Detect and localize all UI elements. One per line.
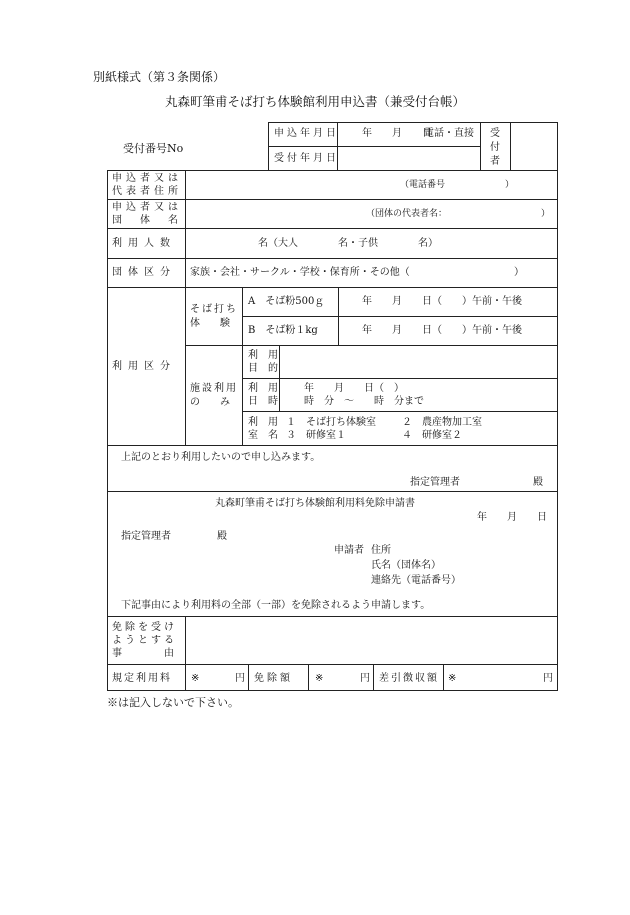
exempt-amount-yen: 円	[360, 673, 370, 684]
room-2: ２ 農産物加工室	[402, 417, 482, 428]
exemption-applicant-label: 申請者	[334, 545, 364, 556]
address-label-2: 代表者住所	[112, 186, 182, 197]
room-3: ３ 研修室１	[286, 430, 346, 441]
group-label-1: 申込者又は	[112, 202, 182, 213]
exemption-date: 年 月 日	[477, 512, 547, 523]
datetime-label-1: 利 用	[248, 383, 278, 394]
soba-label-1: そば打ち	[190, 304, 238, 315]
application-honorific: 殿	[533, 477, 543, 488]
application-statement: 上記のとおり利用したいので申し込みます。	[121, 452, 321, 463]
apply-date-label: 申込年月日	[274, 128, 339, 139]
receiver-label-2: 付	[490, 142, 500, 153]
exemption-contact-label: 連絡先（電話番号）	[371, 575, 461, 586]
standard-fee-label: 規定利用料	[112, 673, 172, 684]
phone-note-close: ）	[505, 180, 515, 190]
phone-note: （電話番号	[400, 180, 446, 190]
option-b: B そば粉１kg	[248, 325, 318, 336]
form-label: 別紙様式（第３条関係）	[93, 70, 226, 84]
reason-label-2: ようとする	[112, 635, 177, 646]
exemption-honorific: 殿	[217, 531, 227, 542]
group-type-label: 団体区分	[112, 267, 176, 278]
footer-note: ※は記入しないで下さい。	[107, 696, 239, 709]
receiver-label-3: 者	[490, 156, 500, 167]
page-title: 丸森町筆甫そば打ち体験館利用申込書（兼受付台帳）	[164, 94, 465, 109]
option-a-date: 年 月 日（ ）午前・午後	[362, 296, 522, 307]
rep-name-note: （団体の代表者名：	[366, 209, 448, 219]
reason-label-3: 事 由	[112, 648, 177, 659]
rep-name-close: ）	[541, 209, 551, 219]
group-type-close: ）	[514, 267, 524, 278]
datetime-line-1: 年 月 日（ ）	[304, 383, 404, 394]
reception-number-label: 受付番号No	[123, 142, 184, 155]
purpose-label-1: 利 用	[248, 350, 278, 361]
standard-fee-mark: ※	[191, 673, 200, 684]
datetime-label-2: 日 時	[248, 396, 278, 407]
users-text: 名（大人 名・子供 名）	[258, 238, 438, 249]
address-label-1: 申込者又は	[112, 173, 182, 184]
exemption-statement: 下記事由により利用料の全部（一部）を免除されるよう申請します。	[121, 600, 431, 611]
room-1: １ そば打ち体験室	[286, 417, 376, 428]
apply-date-value: 年 月 日	[362, 128, 432, 139]
reception-method: 電話・直接	[424, 128, 474, 139]
exemption-address-label: 住所	[371, 545, 391, 556]
datetime-line-2: 時 分 ～ 時 分まで	[304, 396, 424, 407]
exemption-addressee: 指定管理者	[121, 531, 171, 542]
collected-amount-label: 差引徴収額	[379, 673, 439, 684]
reason-label-1: 免除を受け	[112, 622, 177, 633]
receiver-label-1: 受	[490, 128, 500, 139]
option-a: A そば粉500ｇ	[248, 296, 325, 307]
soba-label-2: 体 験	[190, 318, 230, 329]
application-addressee: 指定管理者	[410, 477, 460, 488]
collected-amount-yen: 円	[543, 673, 553, 684]
collected-amount-mark: ※	[448, 673, 457, 684]
standard-fee-yen: 円	[235, 673, 245, 684]
facility-label-2: の み	[190, 397, 230, 408]
group-label-2: 団 体 名	[112, 215, 182, 226]
purpose-label-2: 目 的	[248, 363, 278, 374]
group-type-text: 家族・会社・サークル・学校・保育所・その他（	[190, 267, 410, 278]
users-label: 利用人数	[112, 238, 176, 249]
room-label-1: 利 用	[248, 417, 278, 428]
room-label-2: 室 名	[248, 430, 278, 441]
exempt-amount-label: 免除額	[254, 673, 293, 684]
exempt-amount-mark: ※	[315, 673, 324, 684]
exemption-name-label: 氏名（団体名）	[371, 560, 441, 571]
receive-date-label: 受付年月日	[274, 153, 339, 164]
room-4: ４ 研修室２	[402, 430, 462, 441]
option-b-date: 年 月 日（ ）午前・午後	[362, 325, 522, 336]
exemption-title: 丸森町筆甫そば打ち体験館利用料免除申請書	[215, 498, 415, 509]
facility-label-1: 施設利用	[190, 383, 238, 394]
usage-label: 利用区分	[112, 361, 176, 372]
